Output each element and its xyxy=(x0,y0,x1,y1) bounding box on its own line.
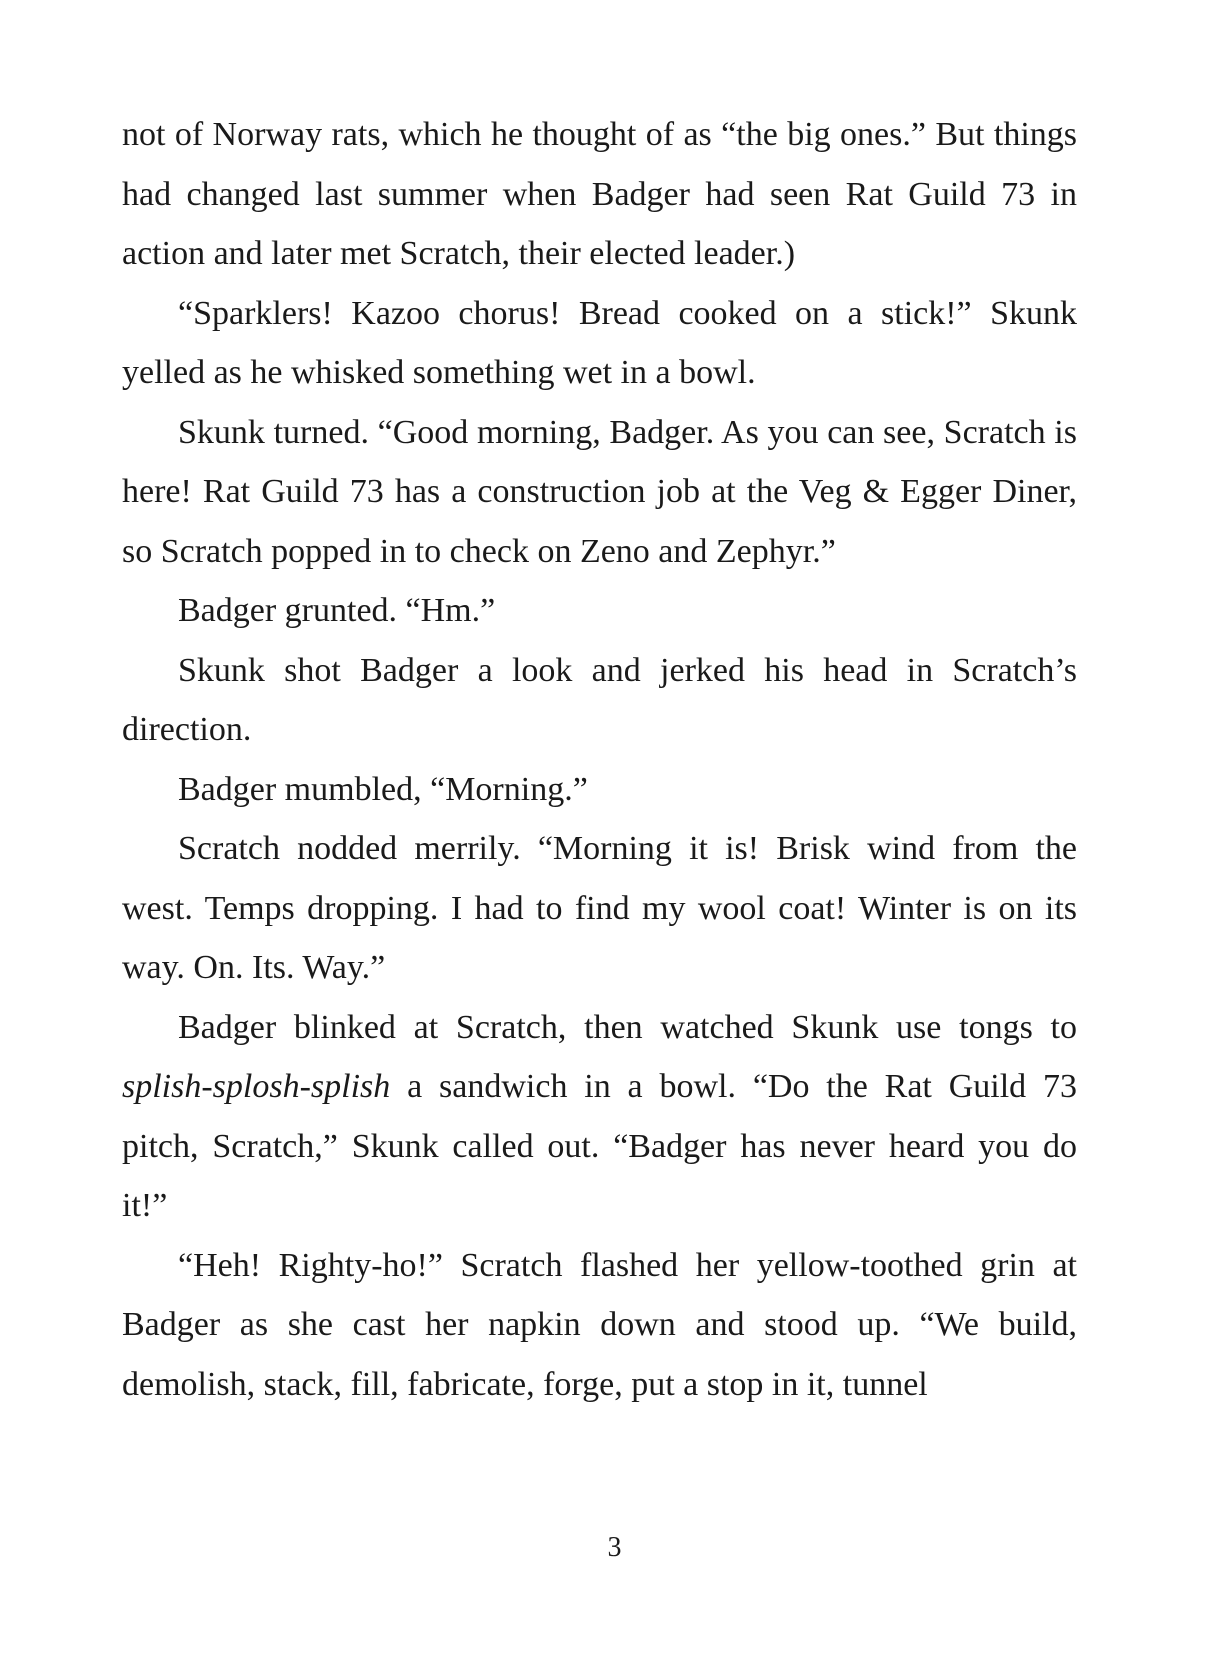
paragraph: Skunk turned. “Good morning, Badger. As you can see, Scratch is here! Rat Guild 73 has a construction job at the Veg & Egger Diner, so Scratch popped in to check on Zeno and Zephyr.” xyxy=(122,413,1077,570)
body-text xyxy=(122,105,1077,1414)
paragraph: Skunk shot Badger a look and jerked his head in Scratch’s direction. xyxy=(122,651,1077,748)
page-number: 3 xyxy=(607,1532,622,1563)
paragraph: Scratch nodded merrily. “Morning it is! Brisk wind from the west. Temps dropping. I had to find my wool coat! Winter is on its way. On. Its. Way.” xyxy=(122,830,1077,986)
paragraph: not of Norway rats, which he thought of as “the big ones.” But things had changed last summer when Badger had seen Rat Guild 73 in action and later met Scratch, their elected leader.) xyxy=(122,116,1077,272)
paragraph: Badger mumbled, “Morning.” xyxy=(178,770,588,808)
paragraph-text: a sandwich in a bowl. “Do the Rat Guild 73 pitch, Scratch,” Skunk called out. “Badger has never heard you do it!” xyxy=(122,1068,1077,1224)
paragraph: Badger grunted. “Hm.” xyxy=(178,592,496,629)
paragraph-text: Badger blinked at Scratch, then watched Skunk use tongs to xyxy=(178,1008,1077,1046)
paragraph xyxy=(122,998,1077,1236)
paragraph: “Sparklers! Kazoo chorus! Bread cooked on a stick!” Skunk yelled as he whisked something wet in a bowl. xyxy=(122,294,1077,391)
paragraph: “Heh! Righty-ho!” Scratch flashed her yellow-toothed grin at Badger as she cast her napkin down and stood up. “We build, demolish, stack, fill, fabricate, forge, put a stop in it, tunnel xyxy=(122,1246,1077,1403)
italic-sound-effect: splish-splosh-splish xyxy=(122,1068,391,1105)
